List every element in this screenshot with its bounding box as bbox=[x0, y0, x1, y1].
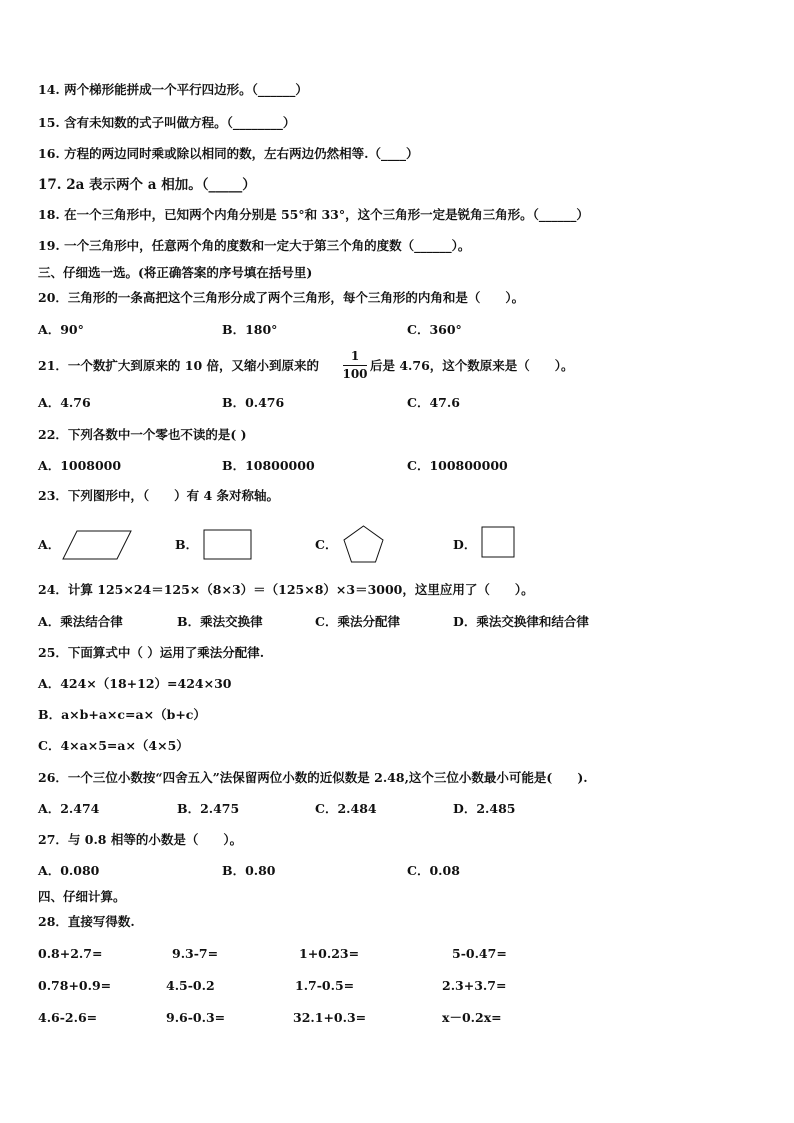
question-14: 14. 两个梯形能拼成一个平行四边形。（______） bbox=[38, 82, 308, 97]
calc-item: 32.1+0.3= bbox=[293, 1010, 367, 1025]
q24-option-d: D．乘法交换律和结合律 bbox=[453, 614, 589, 629]
q21-option-c: C．47.6 bbox=[407, 395, 460, 410]
q21-option-a: A．4.76 bbox=[38, 395, 91, 410]
calc-item: 1+0.23= bbox=[299, 946, 360, 961]
question-27: 27．与 0.8 相等的小数是（ ）。 bbox=[38, 832, 243, 847]
q22-option-c: C．100800000 bbox=[407, 458, 508, 473]
q27-option-b: B．0.80 bbox=[222, 863, 276, 878]
q21-option-b: B．0.476 bbox=[222, 395, 285, 410]
question-28: 28．直接写得数. bbox=[38, 914, 135, 929]
question-17: 17. 2a 表示两个 a 相加。（_____） bbox=[38, 177, 256, 193]
question-26: 26．一个三位小数按“四舍五入”法保留两位小数的近似数是 2.48,这个三位小数最小可能是( ). bbox=[38, 770, 588, 785]
question-19: 19. 一个三角形中，任意两个角的度数和一定大于第三个角的度数（______）。 bbox=[38, 238, 471, 253]
calc-item: 4.6-2.6= bbox=[38, 1010, 98, 1025]
q26-option-c: C．2.484 bbox=[315, 801, 377, 816]
fraction-bar bbox=[343, 365, 367, 366]
q20-option-c: C．360° bbox=[407, 322, 462, 337]
q24-option-b: B．乘法交换律 bbox=[177, 614, 263, 629]
q25-option-a: A．424×（18+12）=424×30 bbox=[38, 676, 232, 691]
q25-option-c: C．4×a×5=a×（4×5） bbox=[38, 738, 189, 753]
q22-option-a: A．1008000 bbox=[38, 458, 122, 473]
q25-option-b: B．a×b+a×c=a×（b+c） bbox=[38, 707, 206, 722]
fraction-denominator: 100 bbox=[342, 367, 368, 381]
question-15: 15. 含有未知数的式子叫做方程。（________） bbox=[38, 115, 296, 130]
question-21-part1: 21．一个数扩大到原来的 10 倍，又缩小到原来的 bbox=[38, 358, 319, 373]
calc-item: 2.3+3.7= bbox=[442, 978, 507, 993]
q24-option-c: C．乘法分配律 bbox=[315, 614, 400, 629]
question-25: 25．下面算式中（ ）运用了乘法分配律. bbox=[38, 645, 265, 660]
q26-option-d: D．2.485 bbox=[453, 801, 516, 816]
question-16: 16. 方程的两边同时乘或除以相同的数，左右两边仍然相等.（____） bbox=[38, 146, 419, 161]
q20-option-b: B．180° bbox=[222, 322, 278, 337]
q20-option-a: A．90° bbox=[38, 322, 84, 337]
calc-item: 0.78+0.9= bbox=[38, 978, 112, 993]
q26-option-a: A．2.474 bbox=[38, 801, 100, 816]
square-shape bbox=[481, 526, 517, 560]
parallelogram-shape bbox=[63, 530, 133, 560]
q22-option-b: B．10800000 bbox=[222, 458, 315, 473]
section-4-title: 四、仔细计算。 bbox=[38, 889, 126, 904]
question-23: 23．下列图形中，（ ）有 4 条对称轴。 bbox=[38, 488, 280, 503]
q23-option-d: D． bbox=[453, 537, 477, 552]
q27-option-c: C．0.08 bbox=[407, 863, 460, 878]
calc-item: 1.7-0.5= bbox=[295, 978, 355, 993]
question-22: 22．下列各数中一个零也不读的是( ) bbox=[38, 427, 247, 442]
question-24: 24．计算 125×24＝125×（8×3）＝（125×8）×3＝3000，这里应用了（ ）。 bbox=[38, 582, 534, 597]
rectangle-shape bbox=[203, 529, 253, 561]
q23-option-a: A． bbox=[38, 537, 61, 552]
q24-option-a: A．乘法结合律 bbox=[38, 614, 123, 629]
pentagon-shape bbox=[343, 525, 385, 563]
calc-item: 9.6-0.3= bbox=[166, 1010, 226, 1025]
q27-option-a: A．0.080 bbox=[38, 863, 100, 878]
calc-item: 9.3-7= bbox=[172, 946, 219, 961]
q23-option-c: C． bbox=[315, 537, 338, 552]
question-21-part2: 后是 4.76，这个数原来是（ ）。 bbox=[370, 358, 574, 373]
q23-option-b: B． bbox=[175, 537, 199, 552]
calc-item: 5-0.47= bbox=[452, 946, 507, 961]
calc-item: 4.5-0.2 bbox=[166, 978, 215, 993]
question-18: 18. 在一个三角形中，已知两个内角分别是 55°和 33°，这个三角形一定是锐角三角形。（______） bbox=[38, 207, 589, 222]
calc-item: x－0.2x= bbox=[442, 1010, 502, 1025]
calc-item: 0.8+2.7= bbox=[38, 946, 103, 961]
q26-option-b: B．2.475 bbox=[177, 801, 240, 816]
fraction-numerator: 1 bbox=[350, 349, 360, 363]
question-20: 20．三角形的一条高把这个三角形分成了两个三角形，每个三角形的内角和是（ ）。 bbox=[38, 290, 525, 305]
section-3-title: 三、仔细选一选。(将正确答案的序号填在括号里) bbox=[38, 265, 313, 280]
